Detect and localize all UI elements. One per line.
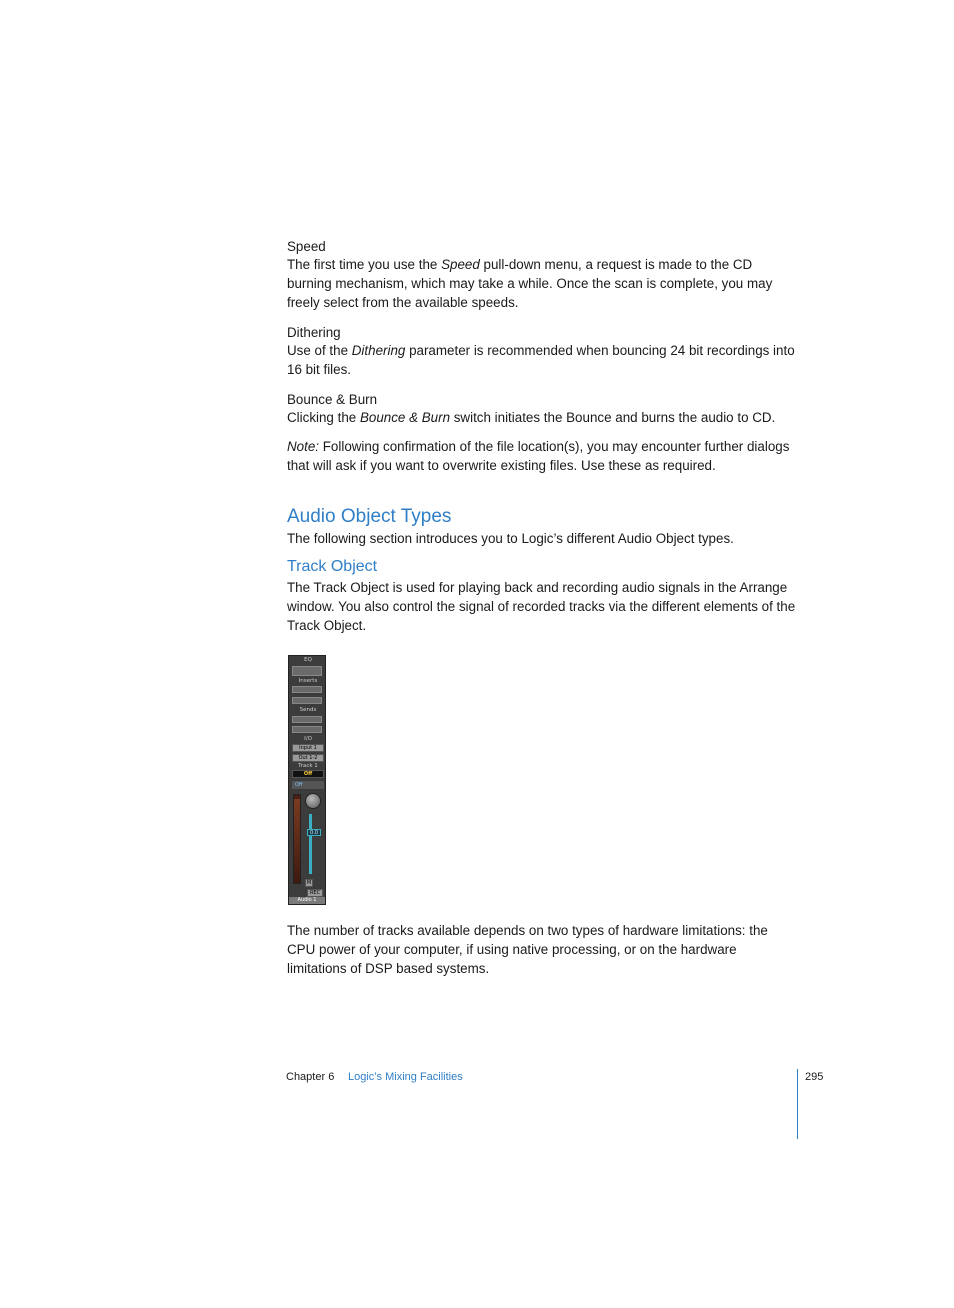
insert-slot-2 [292, 697, 322, 704]
eq-slot [292, 666, 322, 676]
output-button: Out 1-2 [292, 754, 324, 762]
send-slot-2 [292, 726, 322, 733]
bounce-description: Clicking the Bounce & Burn switch initiates the Bounce and burns the audio to CD. [287, 410, 776, 425]
eq-label: EQ [304, 657, 312, 663]
insert-slot-1 [292, 686, 322, 693]
note-text: Following confirmation of the file location(s), you may encounter further dialogs that will ask if you want to overwrite existing files. Use these as required. [287, 439, 790, 473]
input-button: Input 1 [292, 744, 324, 752]
automation-off-button: Off [292, 770, 324, 778]
footer-chapter-title: Logic’s Mixing Facilities [348, 1071, 463, 1083]
record-button: REC [307, 889, 323, 897]
track-label: Track 1 [298, 763, 318, 769]
mute-button: M [306, 880, 312, 886]
io-label: I/O [304, 736, 312, 742]
term-dithering: Dithering [287, 325, 341, 340]
track-object-description: The Track Object is used for playing back and recording audio signals in the Arrange window. You also control the signal of recorded tracks via the different elements of the Track Object. [287, 580, 796, 633]
section-heading: Audio Object Types [287, 506, 452, 527]
track-name: Audio 1 [289, 897, 325, 904]
note-label: Note: [287, 439, 320, 454]
meter-fill [294, 799, 300, 883]
volume-value: 0.0 [307, 829, 321, 836]
dithering-description: Use of the Dithering parameter is recommended when bouncing 24 bit recordings into 16 bit files. [287, 343, 795, 377]
inserts-label: Inserts [298, 678, 318, 684]
sends-label: Sends [299, 707, 317, 713]
term-bounce-burn: Bounce & Burn [287, 392, 378, 407]
page-number: 295 [805, 1071, 824, 1083]
footer-divider [797, 1069, 798, 1139]
closing-paragraph: The number of tracks available depends on two types of hardware limitations: the CPU power of your computer, if using native processing, or on the hardware limitations of DSP based systems. [287, 923, 768, 976]
footer-chapter: Chapter 6 [286, 1071, 335, 1083]
bounce-block [287, 391, 799, 428]
dithering-block [287, 324, 799, 380]
group-selector: Off [292, 781, 324, 789]
term-speed: Speed [287, 239, 326, 254]
speed-description: The first time you use the Speed pull-down menu, a request is made to the CD burning mechanism, which may take a while. Once the scan is complete, you may freely select from the available speeds. [287, 257, 773, 310]
section-intro: The following section introduces you to Logic’s different Audio Object types. [287, 531, 734, 546]
note-block [287, 438, 799, 476]
level-meter [293, 794, 301, 884]
subsection-heading: Track Object [287, 558, 378, 575]
send-slot-1 [292, 716, 322, 723]
speed-block [287, 238, 799, 312]
volume-fader [309, 814, 312, 874]
channel-strip-figure [288, 655, 326, 905]
pan-knob [305, 793, 321, 809]
